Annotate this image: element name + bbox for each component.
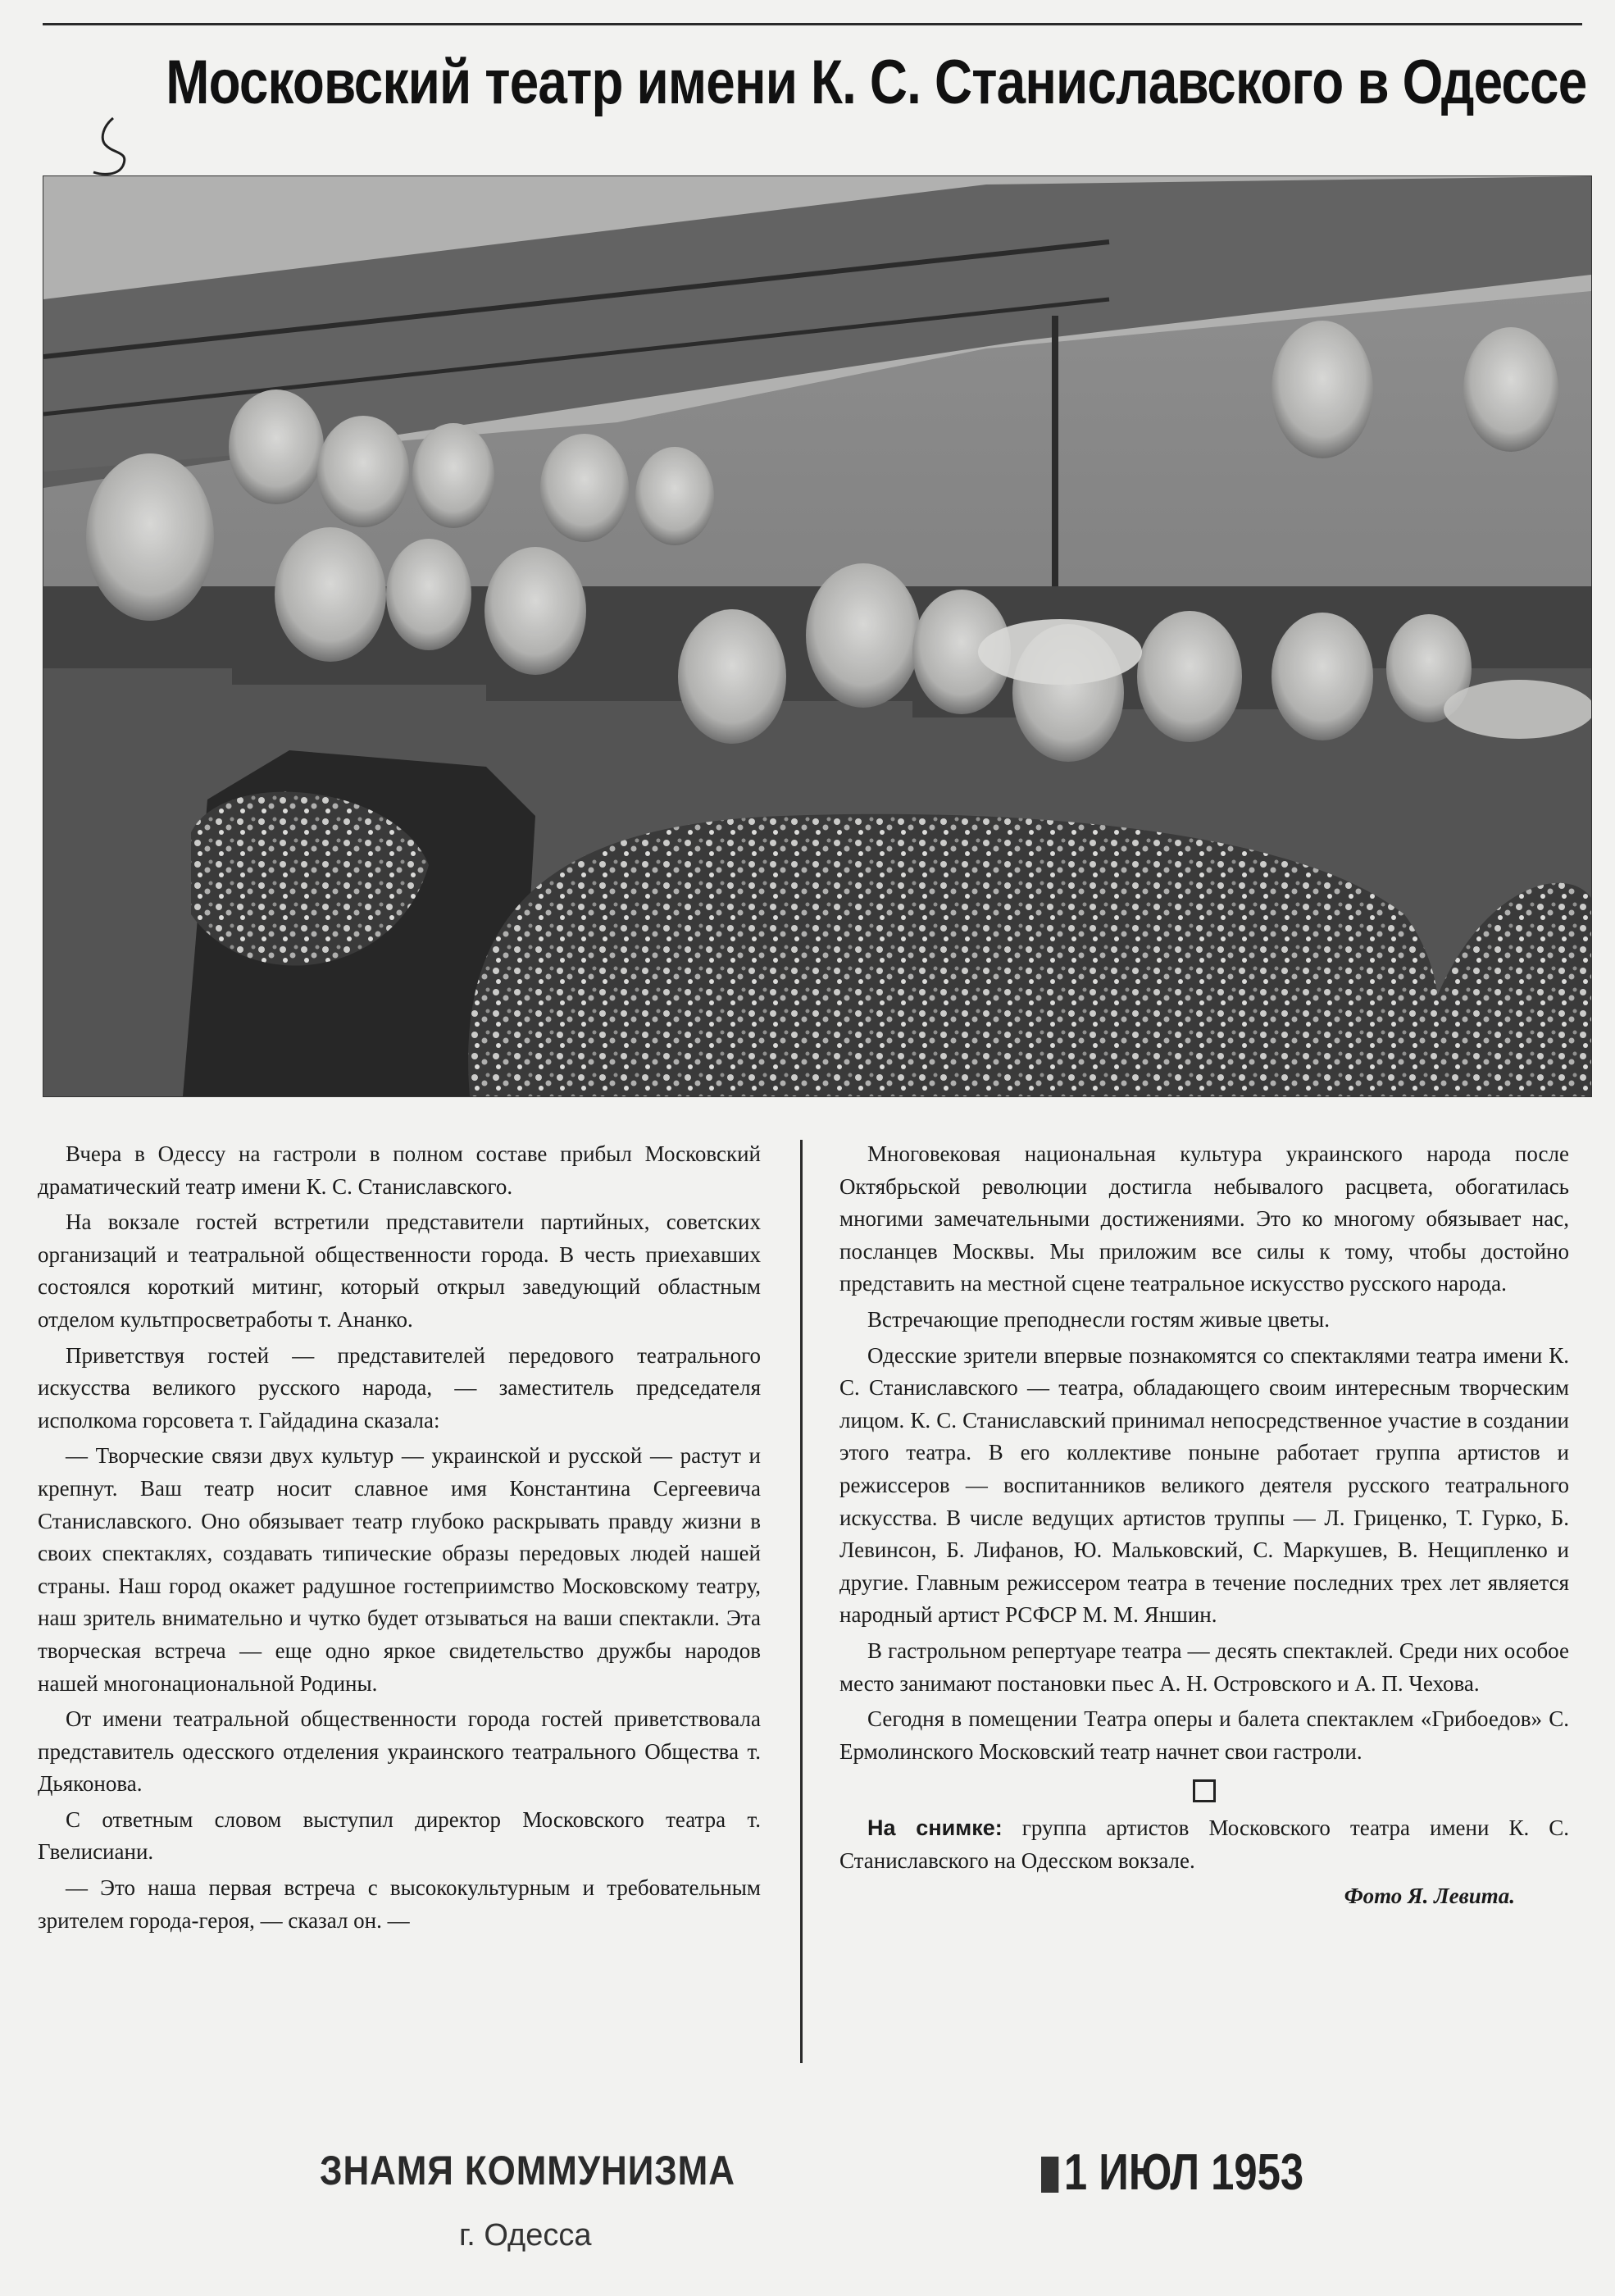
column-divider <box>800 1140 803 2063</box>
paragraph: Приветствуя гостей — представителей передового театрального искусства великого русского народа, — заместитель председателя исполкома горсовета т. Гайдадина сказала: <box>38 1342 761 1433</box>
paragraph: Вчера в Одессу на гастроли в полном составе прибыл Московский драматический театр имени К. С. Станиславского. <box>38 1141 761 1199</box>
paragraph: В гастрольном репертуаре театра — десять спектаклей. Среди них особое место занимают постановки пьес А. Н. Островского и А. П. Чехова. <box>839 1638 1569 1696</box>
article-left-column <box>38 1138 761 1940</box>
photo-credit: Фото Я. Левита. <box>1344 1884 1515 1909</box>
group-photo <box>43 175 1592 1097</box>
date-stamp-text: 1 ИЮЛ 1953 <box>1063 2144 1304 2201</box>
paragraph: Одесские зрители впервые познакомятся со спектаклями театра имени К. С. Станиславского — театра, обладающего своим интересным творческим лицом. К. С. Станиславский принимал непосредственное участие в создании этого театра. В его коллективе поныне работает группа артистов и режиссеров — воспитанников великого деятеля русского театрального искусства. В числе ведущих артистов труппы — Л. Гриценко, Т. Гурко, Б. Левинсон, Б. Лифанов, Ю. Мальковский, С. Маркушев, В. Нещипленко и другие. Главным режиссером театра в течение последних трех лет является народный артист РСФСР М. М. Яншин. <box>839 1342 1569 1628</box>
paragraph: — Это наша первая встреча с высококультурным и требовательным зрителем города-героя, — сказал он. — <box>38 1875 761 1933</box>
caption-separator-square <box>1193 1779 1216 1802</box>
paragraph: От имени театральной общественности города гостей приветствовала представитель одесского отделения украинского театрального Общества т. Дьяконова. <box>38 1706 761 1797</box>
top-rule <box>43 23 1582 25</box>
photo-illustration <box>43 176 1591 1096</box>
caption-label: На снимке: <box>867 1815 1003 1841</box>
paragraph: С ответным словом выступил директор Московского театра т. Гвелисиани. <box>38 1806 761 1865</box>
paragraph: Многовековая национальная культура украинского народа после Октябрьской революции достигла небывалого расцвета, обогатилась многими замечательными достижениями. Это ко многому обязывает нас, посланцев Москвы. Мы приложим все силы к тому, чтобы достойно представить на местной сцене театральное искусство русского народа. <box>839 1141 1569 1296</box>
paragraph: — Творческие связи двух культур — украинской и русской — растут и крепнут. Ваш театр носит славное имя Константина Сергеевича Станиславского. Оно обязывает театр глубоко раскрывать правду жизни в своих спектаклях, создавать типические образы передовых людей нашей страны. Наш город окажет радушное гостеприимство Московскому театру, наш зритель внимательно и чутко будет отзываться на ваши спектакли. Эта творческая встреча — еще одно яркое свидетельство дружбы народов нашей многонациональной Родины. <box>38 1443 761 1696</box>
newspaper-stamp: ЗНАМЯ КОММУНИЗМА <box>320 2148 735 2194</box>
paragraph: Встречающие преподнесли гостям живые цветы. <box>867 1306 1330 1332</box>
photo-caption <box>839 1812 1569 1877</box>
paragraph: На вокзале гостей встретили представители партийных, советских организаций и театральной общественности города. В честь приехавших состоялся короткий митинг, который открыл заведующий областным отделом культпросветработы т. Ананко. <box>38 1210 761 1332</box>
date-stamp <box>1041 2143 1303 2202</box>
article-right-column <box>839 1138 1569 1916</box>
handwritten-mark <box>89 115 134 180</box>
ink-blot <box>1041 2157 1058 2193</box>
headline: Московский театр имени К. С. Станиславского в Одессе <box>166 48 1587 117</box>
city-stamp: г. Одесса <box>459 2218 592 2253</box>
paragraph: Сегодня в помещении Театра оперы и балета спектаклем «Грибоедов» С. Ермолинского Московский театр начнет свои гастроли. <box>839 1706 1569 1764</box>
caption-text: группа артистов Московского театра имени К. С. Станиславского на Одесском вокзале. <box>839 1815 1569 1873</box>
